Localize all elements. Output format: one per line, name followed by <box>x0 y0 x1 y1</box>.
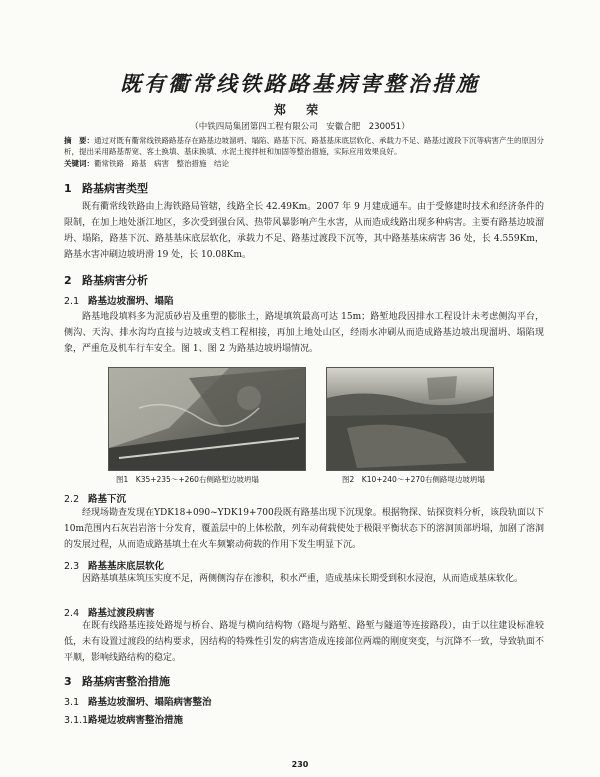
author-name: 郑 荣 <box>273 103 327 117</box>
subsection-number: 2.1 <box>64 296 80 307</box>
subsection-2-1-paragraph: 路基地段填料多为泥质砂岩及重塑的膨胀土，路堤填筑最高可达 15m；路堑地段因排水工程设计未考虑侧沟平台，侧沟、天沟、排水沟均直接与边坡或支档工程相接，再加上地处山区，经雨水冲刷从而造成路基边坡出现溜坍、塌陷现象，严重危及机车行车安全。图 1、图 2 为路基边坡坍塌情况。 <box>64 312 544 354</box>
abstract-text: 通过对既有衢常线铁路路基存在路基边坡溜坍、塌陷、路基下沉、路基基床底层软化、承载力不足、路基过渡段下沉等病害产生的原因分析，提出采用路基帮宽、客土换填、基床换填、水泥土搅拌桩和加固等整治措施，实际应用效果良好。 <box>64 136 544 156</box>
figure-1-caption: 图1 K35+235～+260右侧路堑边坡坍塌 <box>116 475 259 484</box>
subsection-2-3-paragraph: 因路基填基床筑压实度不足，两侧侧沟存在渗积，积水严重，造成基床长期受到积水浸泡，从而造成基床软化。 <box>82 574 524 584</box>
subsection-number: 2.4 <box>64 608 80 619</box>
section-2-heading <box>64 272 148 288</box>
section-1-heading <box>64 180 148 196</box>
subsection-number: 3.1 <box>64 697 80 708</box>
subsection-title: 路基基床底层软化 <box>88 561 165 572</box>
subsection-2-4-paragraph: 在既有线路基连接处路堤与桥台、路堤与横向结构物（路堤与路堑、路堑与隧道等连接路段），由于以往建设标准较低，未有设置过渡段的结构要求，因结构的特殊性引发的病害造成连接部位两端的刚度突变，与沉降不一致，导致轨面不平顺，影响线路结构的稳定。 <box>64 621 544 663</box>
subsection-3-1-1-heading <box>64 712 183 726</box>
abstract-label: 摘 要： <box>64 136 94 145</box>
subsection-3-1-heading <box>64 694 212 708</box>
abstract <box>64 135 544 157</box>
subsection-title: 路基下沉 <box>88 494 127 505</box>
paper-title: 既有衢常线铁路路基病害整治措施 <box>120 71 480 96</box>
keywords-label: 关键词： <box>64 159 94 168</box>
subsection-number: 2.3 <box>64 561 80 572</box>
subsection-2-4-heading <box>64 605 155 619</box>
figure-2-photo <box>326 367 494 471</box>
subsection-number: 3.1.1 <box>64 715 89 726</box>
section-number: 2 <box>64 274 72 287</box>
subsection-2-2-heading <box>64 491 126 505</box>
section-1-paragraph: 既有衢常线铁路由上海铁路局管辖，线路全长 42.49Km。2007 年 9 月建成通车。由于受修建时技术和经济条件的限制，在加上地处浙江地区，多次受到强台风、热带风暴影响产生水害，从而造成线路出现多种病害。主要有路基边坡溜坍、塌陷，路基下沉、路基基床底层软化，承载力不足、路基过渡段下沉等，其中路基基床病害 36 处，长 4.559Km，路基水害冲刷边坡坍滑 19 处，长 10.08Km。 <box>64 202 544 260</box>
subsection-2-3-heading <box>64 558 164 572</box>
section-title: 路基病害类型 <box>82 182 148 195</box>
subsection-title: 路基边坡溜坍、塌陷 <box>88 296 174 307</box>
author-affiliation: （中铁四局集团第四工程有限公司 安徽合肥 230051） <box>190 122 410 132</box>
section-3-heading <box>64 673 170 689</box>
section-title: 路基病害分析 <box>82 274 148 287</box>
keywords-text: 衢常铁路 路基 病害 整治措施 结论 <box>94 159 229 168</box>
figure-2-caption: 图2 K10+240～+270右侧路堤边坡坍塌 <box>342 475 485 484</box>
section-number: 1 <box>64 182 72 195</box>
keywords <box>64 158 544 169</box>
section-number: 3 <box>64 675 72 688</box>
subsection-title: 路基过渡段病害 <box>88 608 155 619</box>
section-title: 路基病害整治措施 <box>82 675 170 688</box>
figure-1-photo <box>108 367 306 471</box>
page-number: 230 <box>291 760 309 769</box>
subsection-number: 2.2 <box>64 494 80 505</box>
subsection-2-1-heading <box>64 293 174 307</box>
subsection-title: 路堤边坡病害整治措施 <box>88 715 184 726</box>
subsection-title: 路基边坡溜坍、塌陷病害整治 <box>88 697 212 708</box>
subsection-2-2-paragraph: 经现场勘查发现在YDK18+090~YDK19+700段既有路基出现下沉现象。根据物探、钻探资料分析，该段轨面以下10m范围内石灰岩岩溶十分发育，覆盖层中的上体松散，列车动荷载使处于极限平衡状态下的溶洞顶部坍塌，加剧了溶洞的发展过程，从而造成路基填土在火车频繁动荷载的作用下发生明显下沉。 <box>64 508 544 550</box>
